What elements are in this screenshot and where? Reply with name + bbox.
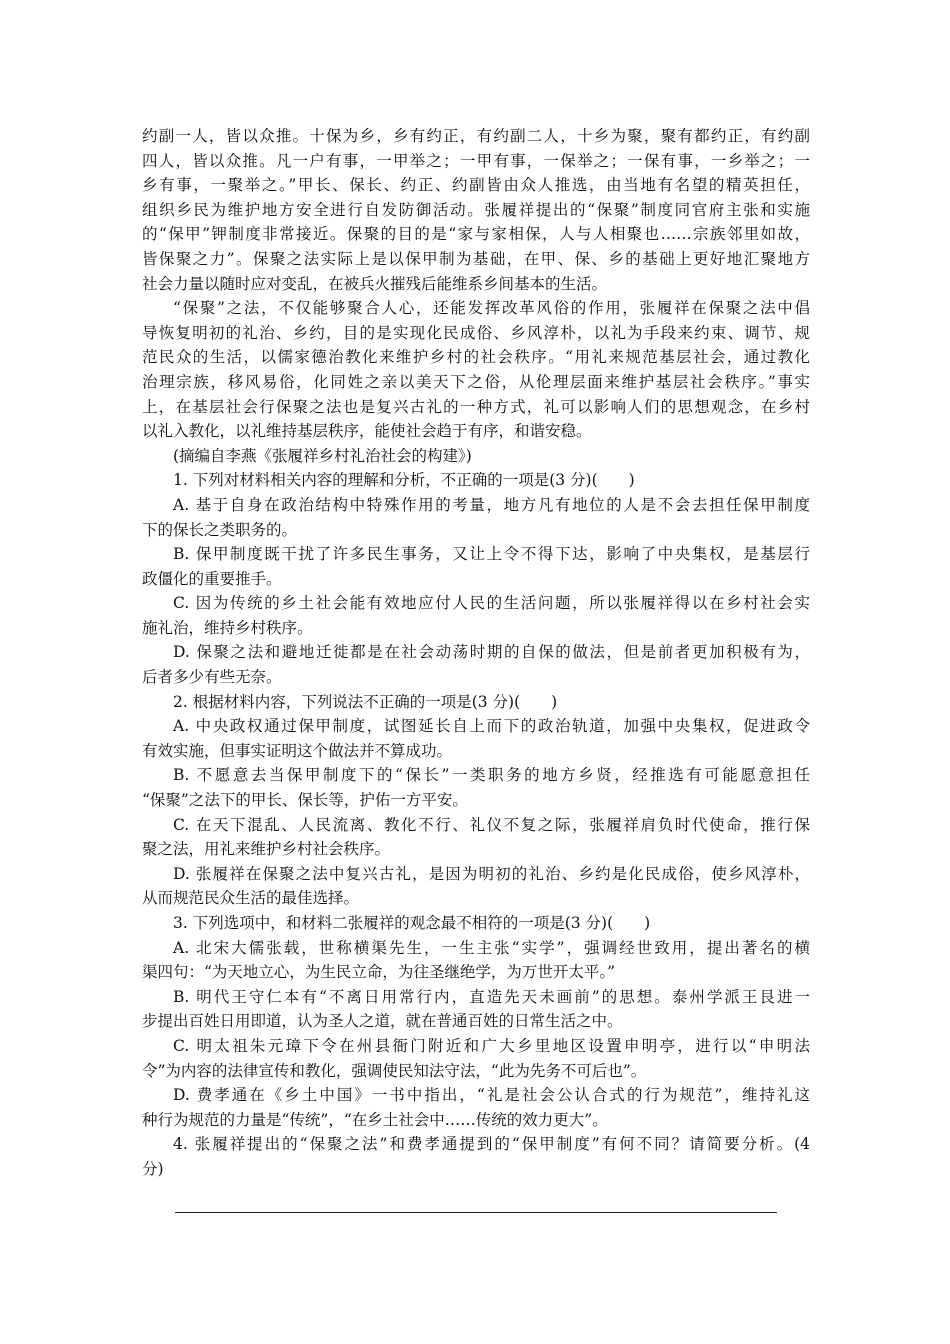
question-line: “保聚”之法下的甲长、保长等，护佑一方平安。 bbox=[142, 791, 468, 810]
passage-text bbox=[142, 124, 810, 468]
question-line: 下的保长之类职务的。 bbox=[142, 520, 298, 539]
question-line: D. 费孝通在《乡土中国》一书中指出，“礼是社会公认合式的行为规范”，维持礼这 bbox=[173, 1086, 810, 1105]
question-line: 步提出百姓日用即道，认为圣人之道，就在普通百姓的日常生活之中。 bbox=[142, 1012, 623, 1031]
passage-line: 以礼入教化，以礼维持基层秩序，能使社会趋于有序，和谐安稳。 bbox=[142, 422, 592, 441]
answer-blank-line bbox=[175, 1212, 777, 1213]
passage-line: 皆保聚之力”。保聚之法实际上是以保甲制为基础，在甲、保、乡的基础上更好地汇聚地方 bbox=[142, 249, 810, 268]
question-line: 渠四句：“为天地立心，为生民立命，为往圣继绝学，为万世开太平。” bbox=[142, 963, 616, 982]
question-line: 有效实施，但事实证明这个做法并不算成功。 bbox=[142, 741, 453, 760]
question-line: D. 保聚之法和避地迁徙都是在社会动荡时期的自保的做法，但是前者更加积极有为， bbox=[173, 643, 810, 662]
question-line: B. 不愿意去当保甲制度下的“保长”一类职务的地方乡贤，经推选有可能愿意担任 bbox=[173, 766, 810, 785]
question-line: D. 张履祥在保聚之法中复兴古礼，是因为明初的礼治、乡约是化民成俗，使乡风淳朴， bbox=[173, 864, 810, 883]
question-line: 2. 根据材料内容，下列说法不正确的一项是(3 分)( ) bbox=[173, 692, 558, 711]
question-line: A. 北宋大儒张载，世称横渠先生，一生主张“实学”，强调经世致用，提出著名的横 bbox=[173, 938, 810, 957]
passage-line: 上，在基层社会行保聚之法也是复兴古礼的一种方式，礼可以影响人们的思想观念，在乡村 bbox=[142, 397, 810, 416]
question-line: 从而规范民众生活的最佳选择。 bbox=[142, 889, 360, 908]
passage-line: 组织乡民为维护地方安全进行自发防御活动。张履祥提出的“保聚”制度同官府主张和实施 bbox=[142, 200, 810, 219]
passage-line: 约副一人，皆以众推。十保为乡，乡有约正，有约副二人，十乡为聚，聚有都约正，有约副 bbox=[142, 127, 810, 145]
question-line: 分) bbox=[142, 1159, 164, 1178]
passage-line: 的“保甲”钾制度非常接近。保聚的目的是“家与家相保，人与人相聚也……宗族邻里如故， bbox=[142, 225, 810, 244]
question-line: 施礼治，维持乡村秩序。 bbox=[142, 618, 313, 637]
passage-line: 范民众的生活，以儒家德治教化来维护乡村的社会秩序。“用礼来规范基层社会，通过教化 bbox=[142, 348, 810, 367]
question-line: 1. 下列对材料相关内容的理解和分析，不正确的一项是(3 分)( ) bbox=[173, 471, 635, 490]
passage-line: 乡有事，一聚举之。”甲长、保长、约正、约副皆由众人推选，由当地有名望的精英担任， bbox=[142, 176, 810, 195]
passage-line: (摘编自李燕《张履祥乡村礼治社会的构建》) bbox=[173, 446, 472, 465]
question-line: C. 在天下混乱、人民流离、教化不行、礼仪不复之际，张履祥肩负时代使命，推行保 bbox=[173, 815, 810, 834]
question-line: 种行为规范的力量是“传统”，“在乡土社会中……传统的效力更大”。 bbox=[142, 1110, 608, 1129]
passage-line: “保聚”之法，不仅能够聚合人心，还能发挥改革风俗的作用，张履祥在保聚之法中倡 bbox=[173, 299, 810, 318]
question-list bbox=[142, 468, 810, 1181]
document-page bbox=[142, 124, 810, 1182]
passage-line: 导恢复明初的礼治、乡约，目的是实现化民成俗、乡风淳朴，以礼为手段来约束、调节、规 bbox=[142, 323, 810, 342]
question-line: 聚之法，用礼来维护乡村社会秩序。 bbox=[142, 840, 391, 859]
passage-line: 四人，皆以众推。凡一户有事，一甲举之；一甲有事，一保举之；一保有事，一乡举之；一 bbox=[142, 151, 810, 170]
question-line: 政僵化的重要推手。 bbox=[142, 569, 282, 588]
question-line: B. 保甲制度既干扰了许多民生事务，又让上令不得下达，影响了中央集权，是基层行 bbox=[173, 545, 810, 564]
question-line: C. 明太祖朱元璋下令在州县衙门附近和广大乡里地区设置申明亭，进行以“申明法 bbox=[173, 1036, 810, 1055]
question-line: 令”为内容的法律宣传和教化，强调使民知法守法，“此为先务不可后也”。 bbox=[142, 1061, 647, 1080]
question-line: 4. 张履祥提出的“保聚之法”和费孝通提到的“保甲制度”有何不同？请简要分析。(4 bbox=[173, 1135, 810, 1154]
question-line: 后者多少有些无奈。 bbox=[142, 668, 282, 687]
passage-line: 社会力量以随时应对变乱，在被兵火摧残后能维系乡间基本的生活。 bbox=[142, 274, 608, 293]
passage-line: 治理宗族，移风易俗，化同姓之亲以美天下之俗，从伦理层面来维护基层社会秩序。”事实 bbox=[142, 372, 810, 391]
question-line: A. 基于自身在政治结构中特殊作用的考量，地方凡有地位的人是不会去担任保甲制度 bbox=[173, 495, 810, 514]
question-line: 3. 下列选项中，和材料二张履祥的观念最不相符的一项是(3 分)( ) bbox=[173, 914, 651, 932]
question-line: A. 中央政权通过保甲制度，试图延长自上而下的政治轨道，加强中央集权，促进政令 bbox=[173, 717, 810, 736]
question-line: B. 明代王守仁本有“不离日用常行内，直造先天未画前”的思想。泰州学派王艮进一 bbox=[173, 987, 810, 1006]
question-line: C. 因为传统的乡土社会能有效地应付人民的生活问题，所以张履祥得以在乡村社会实 bbox=[173, 594, 810, 613]
